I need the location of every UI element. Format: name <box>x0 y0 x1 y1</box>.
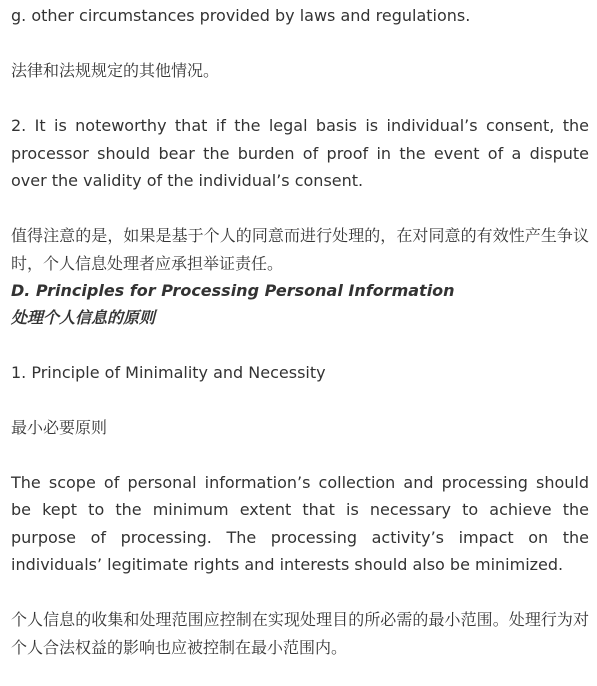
paragraph-minimality: The scope of personal information’s collection and processing should be kept to the minimum extent that is necessary to achieve the purpose of processing. The processing activity’s impact on the individuals’ legitimate rights and interests should also be minimized. <box>11 472 589 574</box>
principle-title: 1. Principle of Minimality and Necessity <box>11 362 326 382</box>
paragraph-minimality-zh: 个人信息的收集和处理范围应控制在实现处理目的所必需的最小范围。处理行为对个人合法权益的影响也应被控制在最小范围内。 <box>11 610 589 657</box>
article-body <box>11 0 589 661</box>
paragraph-circumstance-g: g. other circumstances provided by laws and regulations. <box>11 6 471 25</box>
section-heading-zh: 处理个人信息的原则 <box>11 308 156 327</box>
paragraph-burden-of-proof: 2. It is noteworthy that if the legal basis is individual’s consent, the processor should bear the burden of proof in the event of a dispute over the validity of the individual’s consent. <box>11 116 589 190</box>
paragraph-burden-of-proof-zh: 值得注意的是，如果是基于个人的同意而进行处理的，在对同意的有效性产生争议时，个人信息处理者应承担举证责任。 <box>11 226 589 273</box>
section-heading: D. Principles for Processing Personal Information <box>11 281 455 300</box>
principle-title-zh: 最小必要原则 <box>11 417 108 437</box>
paragraph-circumstance-g-zh: 法律和法规规定的其他情况。 <box>11 61 220 80</box>
